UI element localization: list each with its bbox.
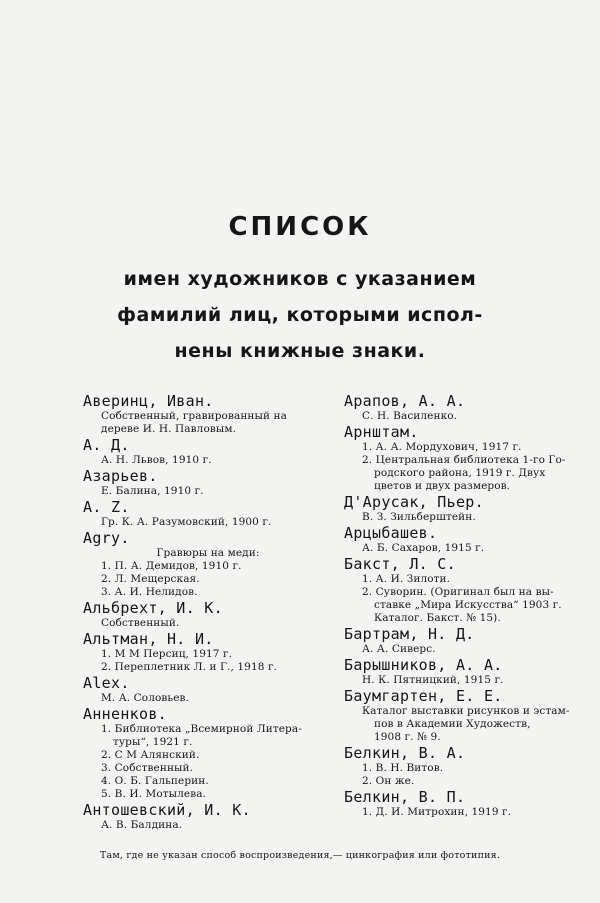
page-title: СПИСОК	[228, 212, 372, 242]
owner-line: туры“, 1921 г.	[113, 736, 193, 748]
owner-line: 4. О. Б. Гальперин.	[101, 775, 209, 787]
owner-line: 2. С М Алянский.	[101, 749, 200, 761]
artist-entry	[83, 498, 333, 529]
owner-line: С. Н. Василенко.	[362, 410, 458, 422]
artist-entry	[344, 524, 584, 555]
owner-line: А. Б. Сахаров, 1915 г.	[362, 542, 485, 554]
owner-line: 1. Д. И. Митрохин, 1919 г.	[362, 806, 512, 818]
owner-line: 1. А. И. Зилоти.	[362, 573, 451, 585]
owner-line: А. А. Сиверс.	[362, 643, 436, 655]
owner-line: ставке „Мира Искусства“ 1903 г.	[374, 599, 562, 611]
owner-line: 1. П. А. Демидов, 1910 г.	[101, 560, 242, 572]
artist-name: А. Z.	[83, 498, 130, 516]
left-column	[83, 392, 333, 832]
artist-name: Альбрехт, И. К.	[83, 599, 223, 617]
owner-line: Гравюры на меди:	[156, 547, 260, 559]
owner-line: 1. М М Персиц, 1917 г.	[101, 648, 233, 660]
owner-line: 3. А. И. Нелидов.	[101, 586, 198, 598]
artist-entry	[83, 529, 333, 599]
artist-name: Антошевский, И. К.	[83, 801, 251, 819]
owner-line: А. Н. Львов, 1910 г.	[101, 454, 212, 466]
owner-line: 1. А. А. Мордухович, 1917 г.	[362, 441, 522, 453]
artist-name: Alex.	[83, 674, 130, 692]
owner-line: 2. Центральная библиотека 1-го Го-	[362, 454, 566, 466]
owner-line: 2. Л. Мещерская.	[101, 573, 200, 585]
artist-name: Арцыбашев.	[344, 524, 438, 542]
artist-name: Аверинц, Иван.	[83, 392, 214, 410]
artist-name: Баумгартен, Е. Е.	[344, 687, 503, 705]
artist-name: Д'Арусак, Пьер.	[344, 493, 484, 511]
subtitle-line-1: имен художников с указанием	[123, 268, 477, 290]
artist-name: Бакст, Л. С.	[344, 555, 456, 573]
artist-entry	[83, 392, 333, 436]
owner-line: М. А. Соловьев.	[101, 692, 189, 704]
owner-line: 2. Суворин. (Оригинал был на вы-	[362, 586, 554, 598]
owner-line: цветов и двух размеров.	[374, 480, 511, 492]
owner-line: пов в Академии Художеств,	[374, 718, 531, 730]
artist-entry	[83, 436, 333, 467]
owner-line: В. З. Зильберштейн.	[362, 511, 476, 523]
owner-line: 1. В. Н. Витов.	[362, 762, 444, 774]
owner-line: Каталог выставки рисунков и эстам-	[362, 705, 570, 717]
artist-entry	[83, 630, 333, 674]
owner-line: 1. Библиотека „Всемирной Литера-	[101, 723, 302, 735]
owner-line: Гр. К. А. Разумовский, 1900 г.	[101, 516, 272, 528]
artist-entry	[83, 801, 333, 832]
artist-name: А. Д.	[83, 436, 130, 454]
artist-name: Бартрам, Н. Д.	[344, 625, 475, 643]
artist-name: Арапов, А. А.	[344, 392, 466, 410]
owner-line: 2. Переплетник Л. и Г., 1918 г.	[101, 661, 277, 673]
owner-line: родского района, 1919 г. Двух	[374, 467, 546, 479]
artist-name: Арнштам.	[344, 423, 419, 441]
artist-name: Agry.	[83, 529, 130, 547]
artist-entry	[83, 467, 333, 498]
artist-entry	[83, 705, 333, 801]
owner-line: 2. Он же.	[362, 775, 415, 787]
artist-entry	[344, 788, 584, 819]
right-column	[344, 392, 584, 819]
artist-name: Белкин, В. П.	[344, 788, 466, 806]
owner-line: Каталог. Бакст. № 15).	[374, 612, 501, 624]
artist-name: Белкин, В. А.	[344, 744, 466, 762]
artist-entry	[344, 656, 584, 687]
owner-line: 1908 г. № 9.	[374, 731, 441, 743]
owner-line: А. В. Балдина.	[101, 819, 183, 831]
owner-line: Е. Балина, 1910 г.	[101, 485, 204, 497]
artist-entry	[344, 423, 584, 493]
artist-entry	[344, 392, 584, 423]
artist-entry	[344, 625, 584, 656]
owner-line: 3. Собственный.	[101, 762, 194, 774]
subtitle-line-2: фамилий лиц, которыми испол-	[117, 304, 483, 326]
footnote: Там, где не указан способ воспроизведения,— цинкография или фототипия.	[99, 850, 501, 861]
artist-entry	[344, 744, 584, 788]
owner-line: дереве И. Н. Павловым.	[101, 423, 237, 435]
artist-entry	[344, 493, 584, 524]
artist-name: Альтман, Н. И.	[83, 630, 214, 648]
artist-name: Анненков.	[83, 705, 167, 723]
artist-name: Азарьев.	[83, 467, 158, 485]
owner-line: Н. К. Пятницкий, 1915 г.	[362, 674, 504, 686]
artist-entry	[83, 599, 333, 630]
artist-entry	[344, 687, 584, 744]
subtitle-line-3: нены книжные знаки.	[174, 340, 426, 362]
owner-line: Собственный.	[101, 617, 180, 629]
artist-entry	[83, 674, 333, 705]
artist-name: Барышников, А. А.	[344, 656, 503, 674]
artist-entry	[344, 555, 584, 625]
owner-line: 5. В. И. Мотылева.	[101, 788, 207, 800]
owner-line: Собственный, гравированный на	[101, 410, 287, 422]
